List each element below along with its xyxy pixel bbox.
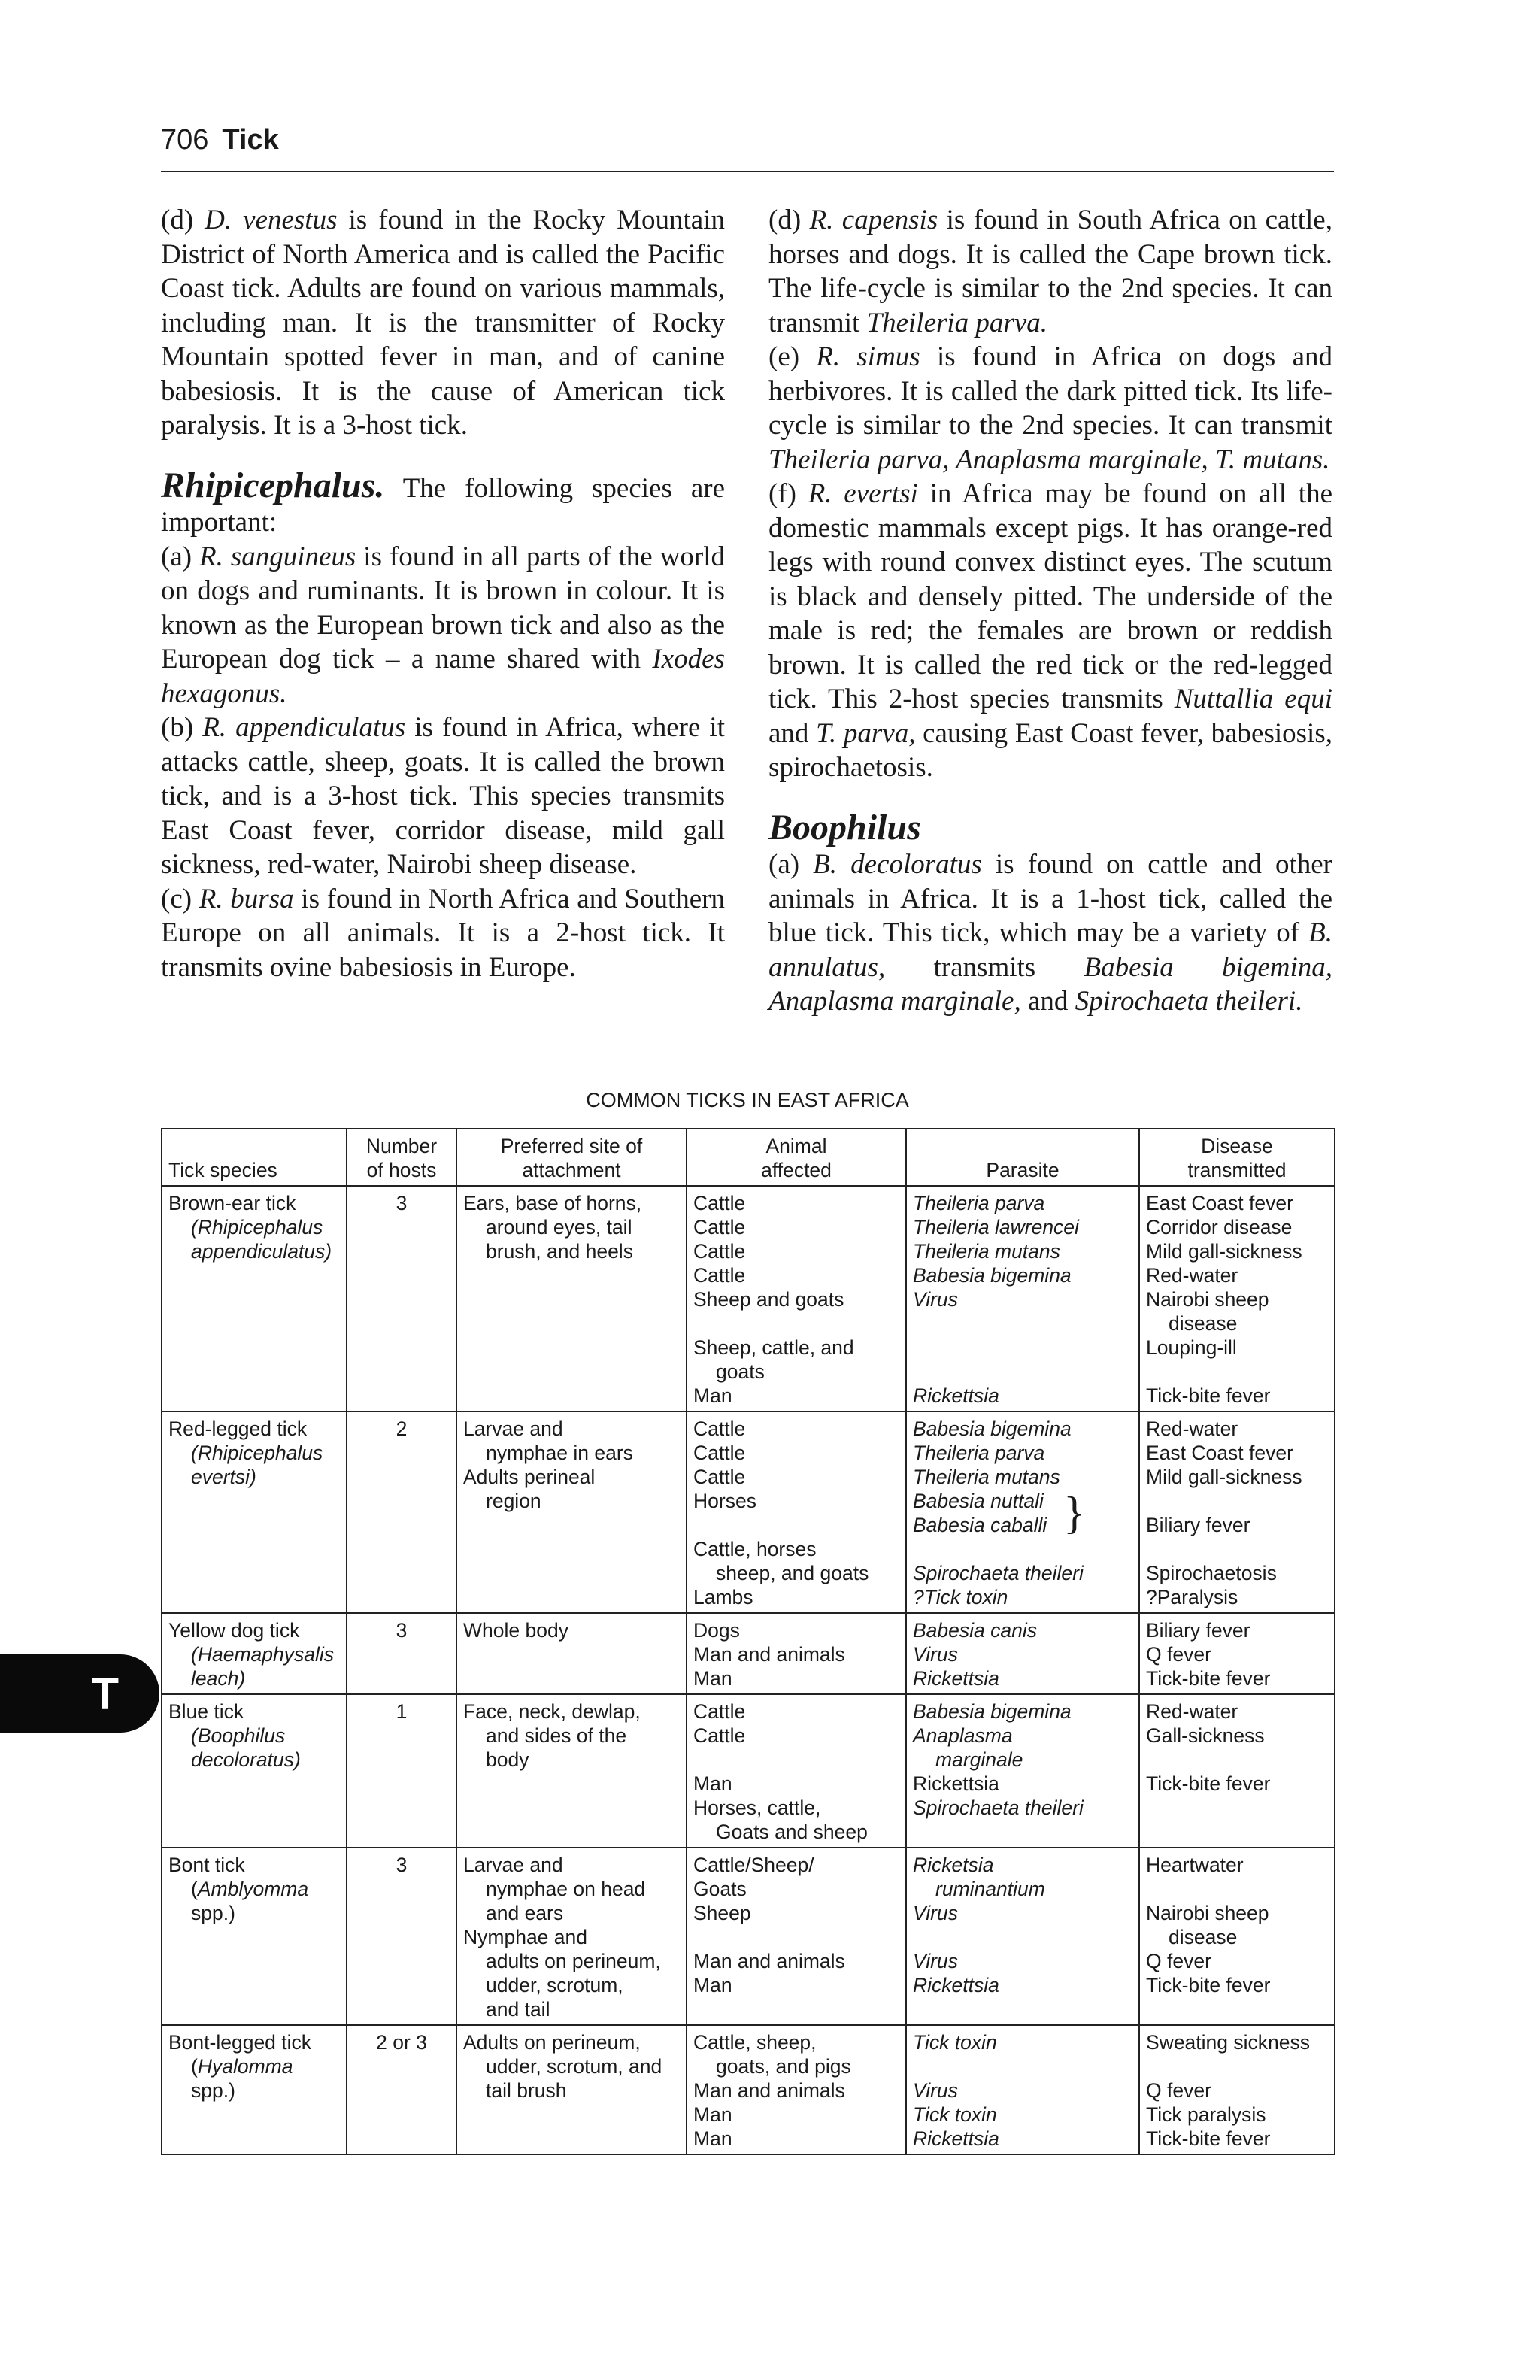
cell-hosts: 3	[347, 1848, 456, 2025]
parasite-line: Virus	[913, 1950, 958, 1972]
disease-line: Red-water	[1146, 1264, 1238, 1287]
paragraph-r-bursa: (c) R. bursa is found in North Africa and Southern Europe on all animals. It is a 2-host tick. It transmits ovine babesiosis in Europe.	[161, 883, 725, 983]
parasite-line: marginale	[935, 1748, 1023, 1771]
cell-parasite	[906, 1694, 1139, 1848]
disease-line: Mild gall-sickness	[1146, 1466, 1302, 1488]
cell-parasite	[906, 1613, 1139, 1694]
disease-line: Tick-bite fever	[1146, 2127, 1271, 2150]
animal-line: Man	[693, 1667, 732, 1690]
cell-disease	[1139, 2025, 1335, 2154]
animal-line: Cattle	[693, 1264, 746, 1287]
table-row	[162, 1694, 1335, 1848]
species-line: Yellow dog tick	[168, 1619, 300, 1642]
parasite-line	[913, 2054, 1132, 2078]
animal-line: Cattle	[693, 1724, 746, 1747]
disease-line: Q fever	[1146, 1950, 1211, 1972]
parasite-line: Babesia canis	[913, 1619, 1037, 1642]
animal-line: Cattle, horses	[693, 1538, 817, 1560]
disease-line: Nairobi sheep	[1146, 1288, 1269, 1311]
site-line: Larvae and	[463, 1854, 563, 1876]
site-line: around eyes, tail	[486, 1216, 632, 1239]
disease-line: Nairobi sheep	[1146, 1902, 1269, 1924]
paragraph-b-decoloratus: (a) B. decoloratus is found on cattle and other animals in Africa. It is a 1-host tick, called the blue tick. This tick, which may be a variety of B. annulatus, transmits Babesia bigemina, Anaplasma marginale, and Spirochaeta theileri.	[768, 849, 1332, 1017]
site-line: nymphae in ears	[486, 1442, 633, 1464]
animal-line	[693, 1513, 899, 1537]
parasite-line	[913, 1336, 1132, 1360]
parasite-line: Rickettsia	[913, 1772, 999, 1795]
parasite-line: Babesia bigemina	[913, 1417, 1072, 1440]
parasite-line: Virus	[913, 1643, 958, 1666]
animal-line	[693, 1311, 899, 1336]
site-line: and ears	[486, 1902, 564, 1924]
animal-line: Cattle	[693, 1700, 746, 1723]
site-line: body	[486, 1748, 529, 1771]
running-header	[161, 124, 1334, 172]
cell-parasite	[906, 1848, 1139, 2025]
animal-line: Horses, cattle,	[693, 1796, 821, 1819]
cell-animal	[687, 1613, 906, 1694]
genus-heading: Boophilus	[768, 807, 921, 847]
species-line: Brown-ear tick	[168, 1192, 296, 1214]
cell-attachment-site	[456, 1411, 687, 1613]
animal-line: goats	[716, 1360, 765, 1383]
parasite-line: ?Tick toxin	[913, 1586, 1008, 1608]
site-line: and sides of the	[486, 1724, 627, 1747]
paragraph-rhipicephalus-intro: Rhipicephalus. The following species are important:	[161, 465, 725, 538]
disease-line	[1146, 1489, 1328, 1513]
cell-parasite	[906, 2025, 1139, 2154]
parasite-line: Theileria parva	[913, 1192, 1045, 1214]
animal-line: Goats	[693, 1878, 747, 1900]
parasite-line: Babesia bigemina	[913, 1700, 1072, 1723]
paragraph-r-evertsi: (f) R. evertsi in Africa may be found on all the domestic mammals except pigs. It has orange-red legs with round convex distinct eyes. The scutum is black and densely pitted. The underside of the male is red; the females are brown or reddish brown. It is called the red tick or the red-legged tick. This 2-host species transmits Nuttallia equi and T. parva, causing East Coast fever, babesiosis, spirochaetosis.	[768, 478, 1332, 783]
species-line: Bont-legged tick	[168, 2031, 312, 2054]
parasite-line: Virus	[913, 1902, 958, 1924]
site-line: tail brush	[486, 2079, 567, 2102]
paragraph-boophilus-heading	[768, 807, 1332, 848]
species-line: (Hyalomma	[191, 2055, 293, 2078]
disease-line: ?Paralysis	[1146, 1586, 1238, 1608]
parasite-line	[913, 1537, 1132, 1561]
cell-animal	[687, 1694, 906, 1848]
animal-line: Cattle, sheep,	[693, 2031, 817, 2054]
parasite-line: Virus	[913, 1288, 958, 1311]
animal-line: Cattle	[693, 1442, 746, 1464]
cell-tick-species	[162, 1694, 347, 1848]
parasite-line: Rickettsia	[913, 1974, 999, 1996]
paragraph-d-venestus: (d) D. venestus is found in the Rocky Mountain District of North America and is called the Pacific Coast tick. Adults are found on various mammals, including man. It is the transmitter of Rocky Mountain spotted fever in man, and of canine babesiosis. It is the cause of American tick paralysis. It is a 3-host tick.	[161, 205, 725, 441]
disease-line	[1146, 1748, 1328, 1772]
disease-line: Heartwater	[1146, 1854, 1244, 1876]
animal-line: Man	[693, 2127, 732, 2150]
parasite-line	[913, 1925, 1132, 1949]
cell-disease	[1139, 1613, 1335, 1694]
disease-line: Biliary fever	[1146, 1514, 1250, 1536]
disease-line: Tick-bite fever	[1146, 1667, 1271, 1690]
site-line: Whole body	[463, 1619, 568, 1642]
disease-line: Mild gall-sickness	[1146, 1240, 1302, 1263]
parasite-line: Rickettsia	[913, 1667, 999, 1690]
site-line: Ears, base of horns,	[463, 1192, 642, 1214]
cell-attachment-site	[456, 1613, 687, 1694]
species-line: appendiculatus)	[191, 1240, 332, 1263]
table-row	[162, 2025, 1335, 2154]
column-header-disease: Disease transmitted	[1139, 1129, 1335, 1186]
species-line: (Rhipicephalus	[191, 1216, 323, 1239]
parasite-line: Virus	[913, 2079, 958, 2102]
site-line: Adults on perineum,	[463, 2031, 641, 2054]
species-line: (Amblyomma	[191, 1878, 309, 1900]
parasite-line: Babesia caballi	[913, 1514, 1047, 1536]
site-line: Nymphae and	[463, 1926, 587, 1948]
animal-line: Cattle	[693, 1216, 746, 1239]
disease-line: Tick paralysis	[1146, 2103, 1266, 2126]
cell-parasite	[906, 1186, 1139, 1411]
paragraph-r-sanguineus: (a) R. sanguineus is found in all parts of the world on dogs and ruminants. It is brown in colour. It is known as the European brown tick and also as the European dog tick – a name shared with Ixodes hexagonus.	[161, 541, 725, 709]
disease-line	[1146, 1537, 1328, 1561]
disease-line: Spirochaetosis	[1146, 1562, 1277, 1584]
parasite-line: Spirochaeta theileri	[913, 1562, 1084, 1584]
species-line: (Haemaphysalis	[191, 1643, 334, 1666]
parasite-line: Tick toxin	[913, 2031, 997, 2054]
parasite-line	[913, 1360, 1132, 1384]
animal-line: Cattle	[693, 1466, 746, 1488]
animal-line: Cattle	[693, 1192, 746, 1214]
table-title: COMMON TICKS IN EAST AFRICA	[586, 1089, 909, 1111]
parasite-line: Ricketsia	[913, 1854, 994, 1876]
disease-line: Louping-ill	[1146, 1336, 1237, 1359]
column-header-parasite: Parasite	[906, 1129, 1139, 1186]
animal-line: Man	[693, 1772, 732, 1795]
disease-line: Tick-bite fever	[1146, 1974, 1271, 1996]
cell-tick-species	[162, 2025, 347, 2154]
cell-hosts: 3	[347, 1186, 456, 1411]
parasite-line	[913, 1311, 1132, 1336]
cell-tick-species	[162, 1613, 347, 1694]
cell-disease	[1139, 1186, 1335, 1411]
cell-animal	[687, 2025, 906, 2154]
animal-line: sheep, and goats	[716, 1562, 869, 1584]
disease-line: Q fever	[1146, 2079, 1211, 2102]
animal-line: Man and animals	[693, 1950, 845, 1972]
genus-heading: Rhipicephalus.	[161, 465, 385, 505]
species-line: spp.)	[191, 2079, 235, 2102]
animal-line: Dogs	[693, 1619, 740, 1642]
table-row	[162, 1613, 1335, 1694]
animal-line: Man and animals	[693, 2079, 845, 2102]
animal-line: Man	[693, 1384, 732, 1407]
animal-line: Cattle	[693, 1240, 746, 1263]
animal-line: Cattle/Sheep/	[693, 1854, 814, 1876]
page-number: 706	[161, 124, 209, 156]
disease-line: Red-water	[1146, 1417, 1238, 1440]
species-line: spp.)	[191, 1902, 235, 1924]
parasite-line: Tick toxin	[913, 2103, 997, 2126]
paragraph-r-appendiculatus: (b) R. appendiculatus is found in Africa, where it attacks cattle, sheep, goats. It is called the brown tick, and is a 3-host tick. This species transmits East Coast fever, corridor disease, mild gall sickness, red-water, Nairobi sheep disease.	[161, 712, 725, 880]
animal-line: Horses	[693, 1490, 756, 1512]
disease-line: Q fever	[1146, 1643, 1211, 1666]
cell-hosts: 2 or 3	[347, 2025, 456, 2154]
cell-tick-species	[162, 1411, 347, 1613]
animal-line: Cattle	[693, 1417, 746, 1440]
site-line: brush, and heels	[486, 1240, 633, 1263]
species-line: decoloratus)	[191, 1748, 301, 1771]
disease-line: disease	[1169, 1926, 1238, 1948]
cell-animal	[687, 1411, 906, 1613]
cell-disease	[1139, 1848, 1335, 2025]
parasite-line: Spirochaeta theileri	[913, 1796, 1084, 1819]
disease-line: Tick-bite fever	[1146, 1772, 1271, 1795]
animal-line: Sheep and goats	[693, 1288, 844, 1311]
cell-hosts: 3	[347, 1613, 456, 1694]
table-row	[162, 1848, 1335, 2025]
species-line: (Boophilus	[191, 1724, 286, 1747]
parasite-line: Rickettsia	[913, 2127, 999, 2150]
species-line: leach)	[191, 1667, 246, 1690]
animal-line: Man and animals	[693, 1643, 845, 1666]
section-letter: T	[91, 1669, 119, 1719]
animal-line: Man	[693, 2103, 732, 2126]
disease-line	[1146, 1877, 1328, 1901]
ticks-table	[161, 1128, 1335, 2155]
table-row	[162, 1186, 1335, 1411]
species-line: (Rhipicephalus	[191, 1442, 323, 1464]
parasite-line: Theileria lawrencei	[913, 1216, 1079, 1239]
parasite-line: Babesia nuttali	[913, 1490, 1044, 1512]
disease-line: East Coast fever	[1146, 1442, 1293, 1464]
parasite-line: Rickettsia	[913, 1384, 999, 1407]
cell-animal	[687, 1186, 906, 1411]
right-column	[768, 203, 1332, 1019]
brace-symbol: }	[1063, 1488, 1086, 1538]
disease-line: East Coast fever	[1146, 1192, 1293, 1214]
cell-attachment-site	[456, 2025, 687, 2154]
animal-line: Sheep, cattle, and	[693, 1336, 854, 1359]
cell-disease	[1139, 1694, 1335, 1848]
parasite-line: Theileria mutans	[913, 1240, 1060, 1263]
column-header-animal: Animal affected	[687, 1129, 906, 1186]
disease-line	[1146, 1360, 1328, 1384]
animal-line	[693, 1925, 899, 1949]
site-line: Face, neck, dewlap,	[463, 1700, 641, 1723]
cell-hosts: 1	[347, 1694, 456, 1848]
site-line: udder, scrotum,	[486, 1974, 623, 1996]
site-line: nymphae on head	[486, 1878, 646, 1900]
site-line: udder, scrotum, and	[486, 2055, 662, 2078]
table-body	[162, 1186, 1335, 2154]
site-line: and tail	[486, 1998, 550, 2021]
parasite-line: Theileria parva	[913, 1442, 1045, 1464]
parasite-line: Anaplasma	[913, 1724, 1013, 1747]
disease-line: Red-water	[1146, 1700, 1238, 1723]
left-column	[161, 203, 725, 984]
column-header-hosts: Number of hosts	[347, 1129, 456, 1186]
disease-line: Corridor disease	[1146, 1216, 1293, 1239]
column-header-site: Preferred site of attachment	[456, 1129, 687, 1186]
animal-line: Goats and sheep	[716, 1821, 868, 1843]
disease-line: Sweating sickness	[1146, 2031, 1310, 2054]
site-line: Larvae and	[463, 1417, 563, 1440]
species-name: D. venestus	[205, 205, 338, 235]
cell-hosts: 2	[347, 1411, 456, 1613]
cell-attachment-site	[456, 1186, 687, 1411]
animal-line: Man	[693, 1974, 732, 1996]
species-line: evertsi)	[191, 1466, 256, 1488]
site-line: region	[486, 1490, 541, 1512]
disease-line: Gall-sickness	[1146, 1724, 1265, 1747]
species-line: Red-legged tick	[168, 1417, 308, 1440]
animal-line: Lambs	[693, 1586, 753, 1608]
cell-disease	[1139, 1411, 1335, 1613]
disease-line: Biliary fever	[1146, 1619, 1250, 1642]
disease-line: disease	[1169, 1312, 1238, 1335]
cell-tick-species	[162, 1848, 347, 2025]
cell-tick-species	[162, 1186, 347, 1411]
column-header-tick-species: Tick species	[162, 1129, 347, 1186]
parasite-line: Babesia bigemina	[913, 1264, 1072, 1287]
cell-animal	[687, 1848, 906, 2025]
cell-parasite	[906, 1411, 1139, 1613]
species-line: Blue tick	[168, 1700, 244, 1723]
brace-group	[913, 1489, 1132, 1537]
animal-line	[693, 1748, 899, 1772]
table-row	[162, 1411, 1335, 1613]
section-thumb-tab	[0, 1654, 159, 1733]
parasite-line: ruminantium	[935, 1878, 1045, 1900]
disease-line	[1146, 2054, 1328, 2078]
animal-line: Sheep	[693, 1902, 751, 1924]
site-line: adults on perineum,	[486, 1950, 661, 1972]
parasite-line: Theileria mutans	[913, 1466, 1060, 1488]
paragraph-r-capensis: (d) R. capensis is found in South Africa on cattle, horses and dogs. It is called the Cape brown tick. The life-cycle is similar to the 2nd species. It can transmit Theileria parva.	[768, 205, 1332, 338]
site-line: Adults perineal	[463, 1466, 596, 1488]
cell-attachment-site	[456, 1848, 687, 2025]
paragraph-r-simus: (e) R. simus is found in Africa on dogs and herbivores. It is called the dark pitted tick. Its life-cycle is similar to the 2nd species. It can transmit Theileria parva, Anaplasma marginale, T. mutans.	[768, 341, 1332, 475]
running-title: Tick	[222, 124, 279, 156]
cell-attachment-site	[456, 1694, 687, 1848]
table-header-row	[162, 1129, 1335, 1186]
animal-line: goats, and pigs	[716, 2055, 851, 2078]
disease-line: Tick-bite fever	[1146, 1384, 1271, 1407]
species-line: Bont tick	[168, 1854, 245, 1876]
